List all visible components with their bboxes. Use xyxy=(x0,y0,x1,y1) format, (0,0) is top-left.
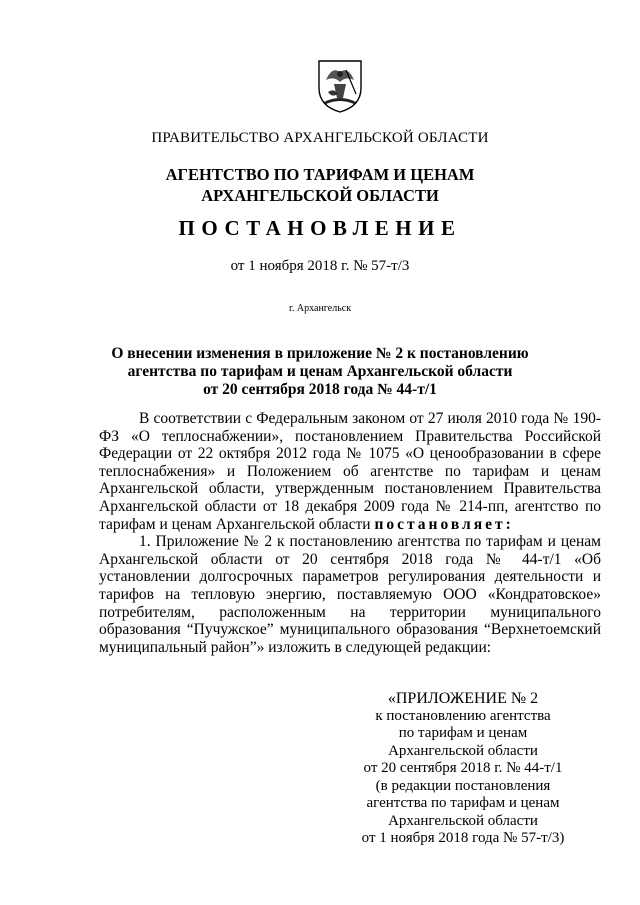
agency-name xyxy=(0,164,640,206)
document-body xyxy=(99,410,601,656)
agency-name-line-1: АГЕНТСТВО ПО ТАРИФАМ И ЦЕНАМ xyxy=(165,165,475,184)
subject-line-3: от 20 сентября 2018 года № 44-т/1 xyxy=(203,381,437,398)
annex-line-5: от 20 сентября 2018 г. № 44-т/1 xyxy=(363,760,563,776)
document-date-number: от 1 ноября 2018 г. № 57-т/3 xyxy=(230,258,410,274)
subject-line-2: агентства по тарифам и ценам Архангельской области xyxy=(127,363,513,380)
subject-line-1: О внесении изменения в приложение № 2 к постановлению xyxy=(111,345,529,362)
resolves-emphasis: постановляет: xyxy=(374,515,514,533)
annex-line-1: «ПРИЛОЖЕНИЕ № 2 xyxy=(387,690,539,707)
annex-header xyxy=(343,690,583,848)
document-type-title: ПОСТАНОВЛЕНИЕ xyxy=(178,216,462,240)
arkhangelsk-coat-of-arms-icon xyxy=(316,58,364,114)
body-paragraph-1 xyxy=(99,410,601,533)
government-name: ПРАВИТЕЛЬСТВО АРХАНГЕЛЬСКОЙ ОБЛАСТИ xyxy=(151,130,489,146)
annex-line-7: агентства по тарифам и ценам xyxy=(366,795,560,811)
annex-line-6: (в редакции постановления xyxy=(375,777,551,794)
body-paragraph-2: 1. Приложение № 2 к постановлению агентства по тарифам и ценам Архангельской области от 20 сентября 2018 года № 44-т/1 «Об установлении долгосрочных параметров регулирования деятельности и тарифов на тепловую энергию, поставляемую ООО «Кондратовское» потребителям, расположенным на территории муниципального образования “Пучужское” муниципального образования “Верхнетоемский муниципальный район”» изложить в следующей редакции: xyxy=(99,533,601,656)
agency-name-line-2: АРХАНГЕЛЬСКОЙ ОБЛАСТИ xyxy=(201,186,439,205)
annex-line-3: по тарифам и ценам xyxy=(398,725,528,741)
annex-line-9: от 1 ноября 2018 года № 57-т/3) xyxy=(361,830,565,846)
annex-line-8: Архангельской области xyxy=(388,812,538,829)
document-subject xyxy=(0,345,640,399)
annex-line-2: к постановлению агентства xyxy=(375,707,551,724)
body-paragraph-1-text: В соответствии с Федеральным законом от 27 июля 2010 года № 190-ФЗ «О теплоснабжении», постановлением Правительства Российской Федерации от 22 октября 2012 года № 1075 «О ценообразовании в сфере теплоснабжения» и Положением об агентстве по тарифам и ценам Архангельской области, утвержденным постановлением Правительства Архангельской области от 18 декабря 2009 года № 214-пп, агентство по тарифам и ценам Архангельской области xyxy=(99,410,601,533)
document-city: г. Архангельск xyxy=(288,303,352,314)
annex-line-4: Архангельской области xyxy=(388,742,538,759)
